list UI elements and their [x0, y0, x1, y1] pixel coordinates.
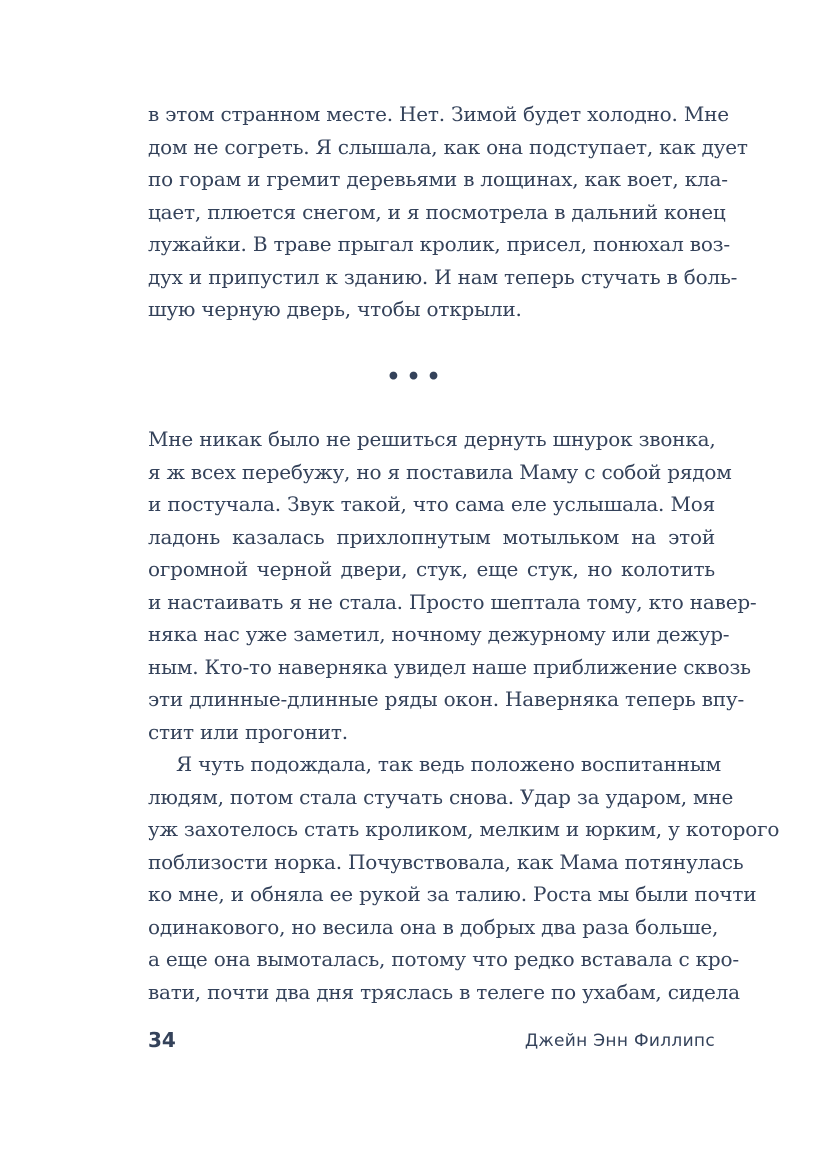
text-line: огромной черной двери, стук, еще стук, но колотить: [148, 557, 715, 581]
text-line: в этом странном месте. Нет. Зимой будет холодно. Мне: [148, 102, 729, 126]
text-line: поблизости норка. Почувствовала, как Мама потянулась: [148, 849, 744, 874]
paragraph-2: [148, 423, 780, 1008]
text-line: ным. Кто-то наверняка увидел наше приближение сквозь: [148, 654, 751, 679]
running-head-author: Джейн Энн Филлипс: [524, 1031, 715, 1051]
text-line: дом не согреть. Я слышала, как она подступает, как дует: [148, 134, 748, 159]
text-line: по горам и гремит деревьями в лощинах, как воет, кла-: [148, 167, 728, 191]
text-line: Я чуть подождала, так ведь положено воспитанным: [176, 752, 721, 776]
text-line: и настаивать я не стала. Просто шептала тому, кто навер-: [148, 589, 757, 614]
text-line: ко мне, и обняла ее рукой за талию. Роста мы были почти: [148, 882, 757, 906]
text-line: людям, потом стала стучать снова. Удар за ударом, мне: [148, 784, 734, 809]
text-line: и постучала. Звук такой, что сама еле услышала. Моя: [148, 492, 715, 516]
text-line: ладонь казалась прихлопнутым мотыльком на этой: [148, 524, 715, 549]
text-line: цает, плюется снегом, и я посмотрела в дальний конец: [148, 199, 726, 224]
text-line: уж захотелось стать кроликом, мелким и юрким, у которого: [148, 817, 780, 841]
page-number: 34: [148, 1028, 176, 1052]
text-line: Мне никак было не решиться дернуть шнурок звонка,: [148, 427, 716, 451]
text-line: шую черную дверь, чтобы открыли.: [148, 297, 522, 321]
text-line: эти длинные-длинные ряды окон. Наверняка теперь впу-: [148, 687, 745, 711]
text-line: стит или прогонит.: [148, 719, 348, 744]
section-separator: •••: [386, 364, 447, 390]
paragraph-1: [148, 98, 748, 326]
text-line: лужайки. В траве прыгал кролик, присел, понюхал воз-: [148, 232, 730, 256]
text-line: а еще она вымоталась, потому что редко вставала с кро-: [148, 947, 739, 971]
text-line: я ж всех перебужу, но я поставила Маму с собой рядом: [148, 459, 732, 484]
text-line: дух и припустил к зданию. И нам теперь стучать в боль-: [148, 264, 738, 289]
text-line: одинакового, но весила она в добрых два раза больше,: [148, 914, 719, 939]
text-line: вати, почти два дня тряслась в телеге по ухабам, сидела: [148, 979, 740, 1004]
text-line: няка нас уже заметил, ночному дежурному или дежур-: [148, 622, 730, 646]
